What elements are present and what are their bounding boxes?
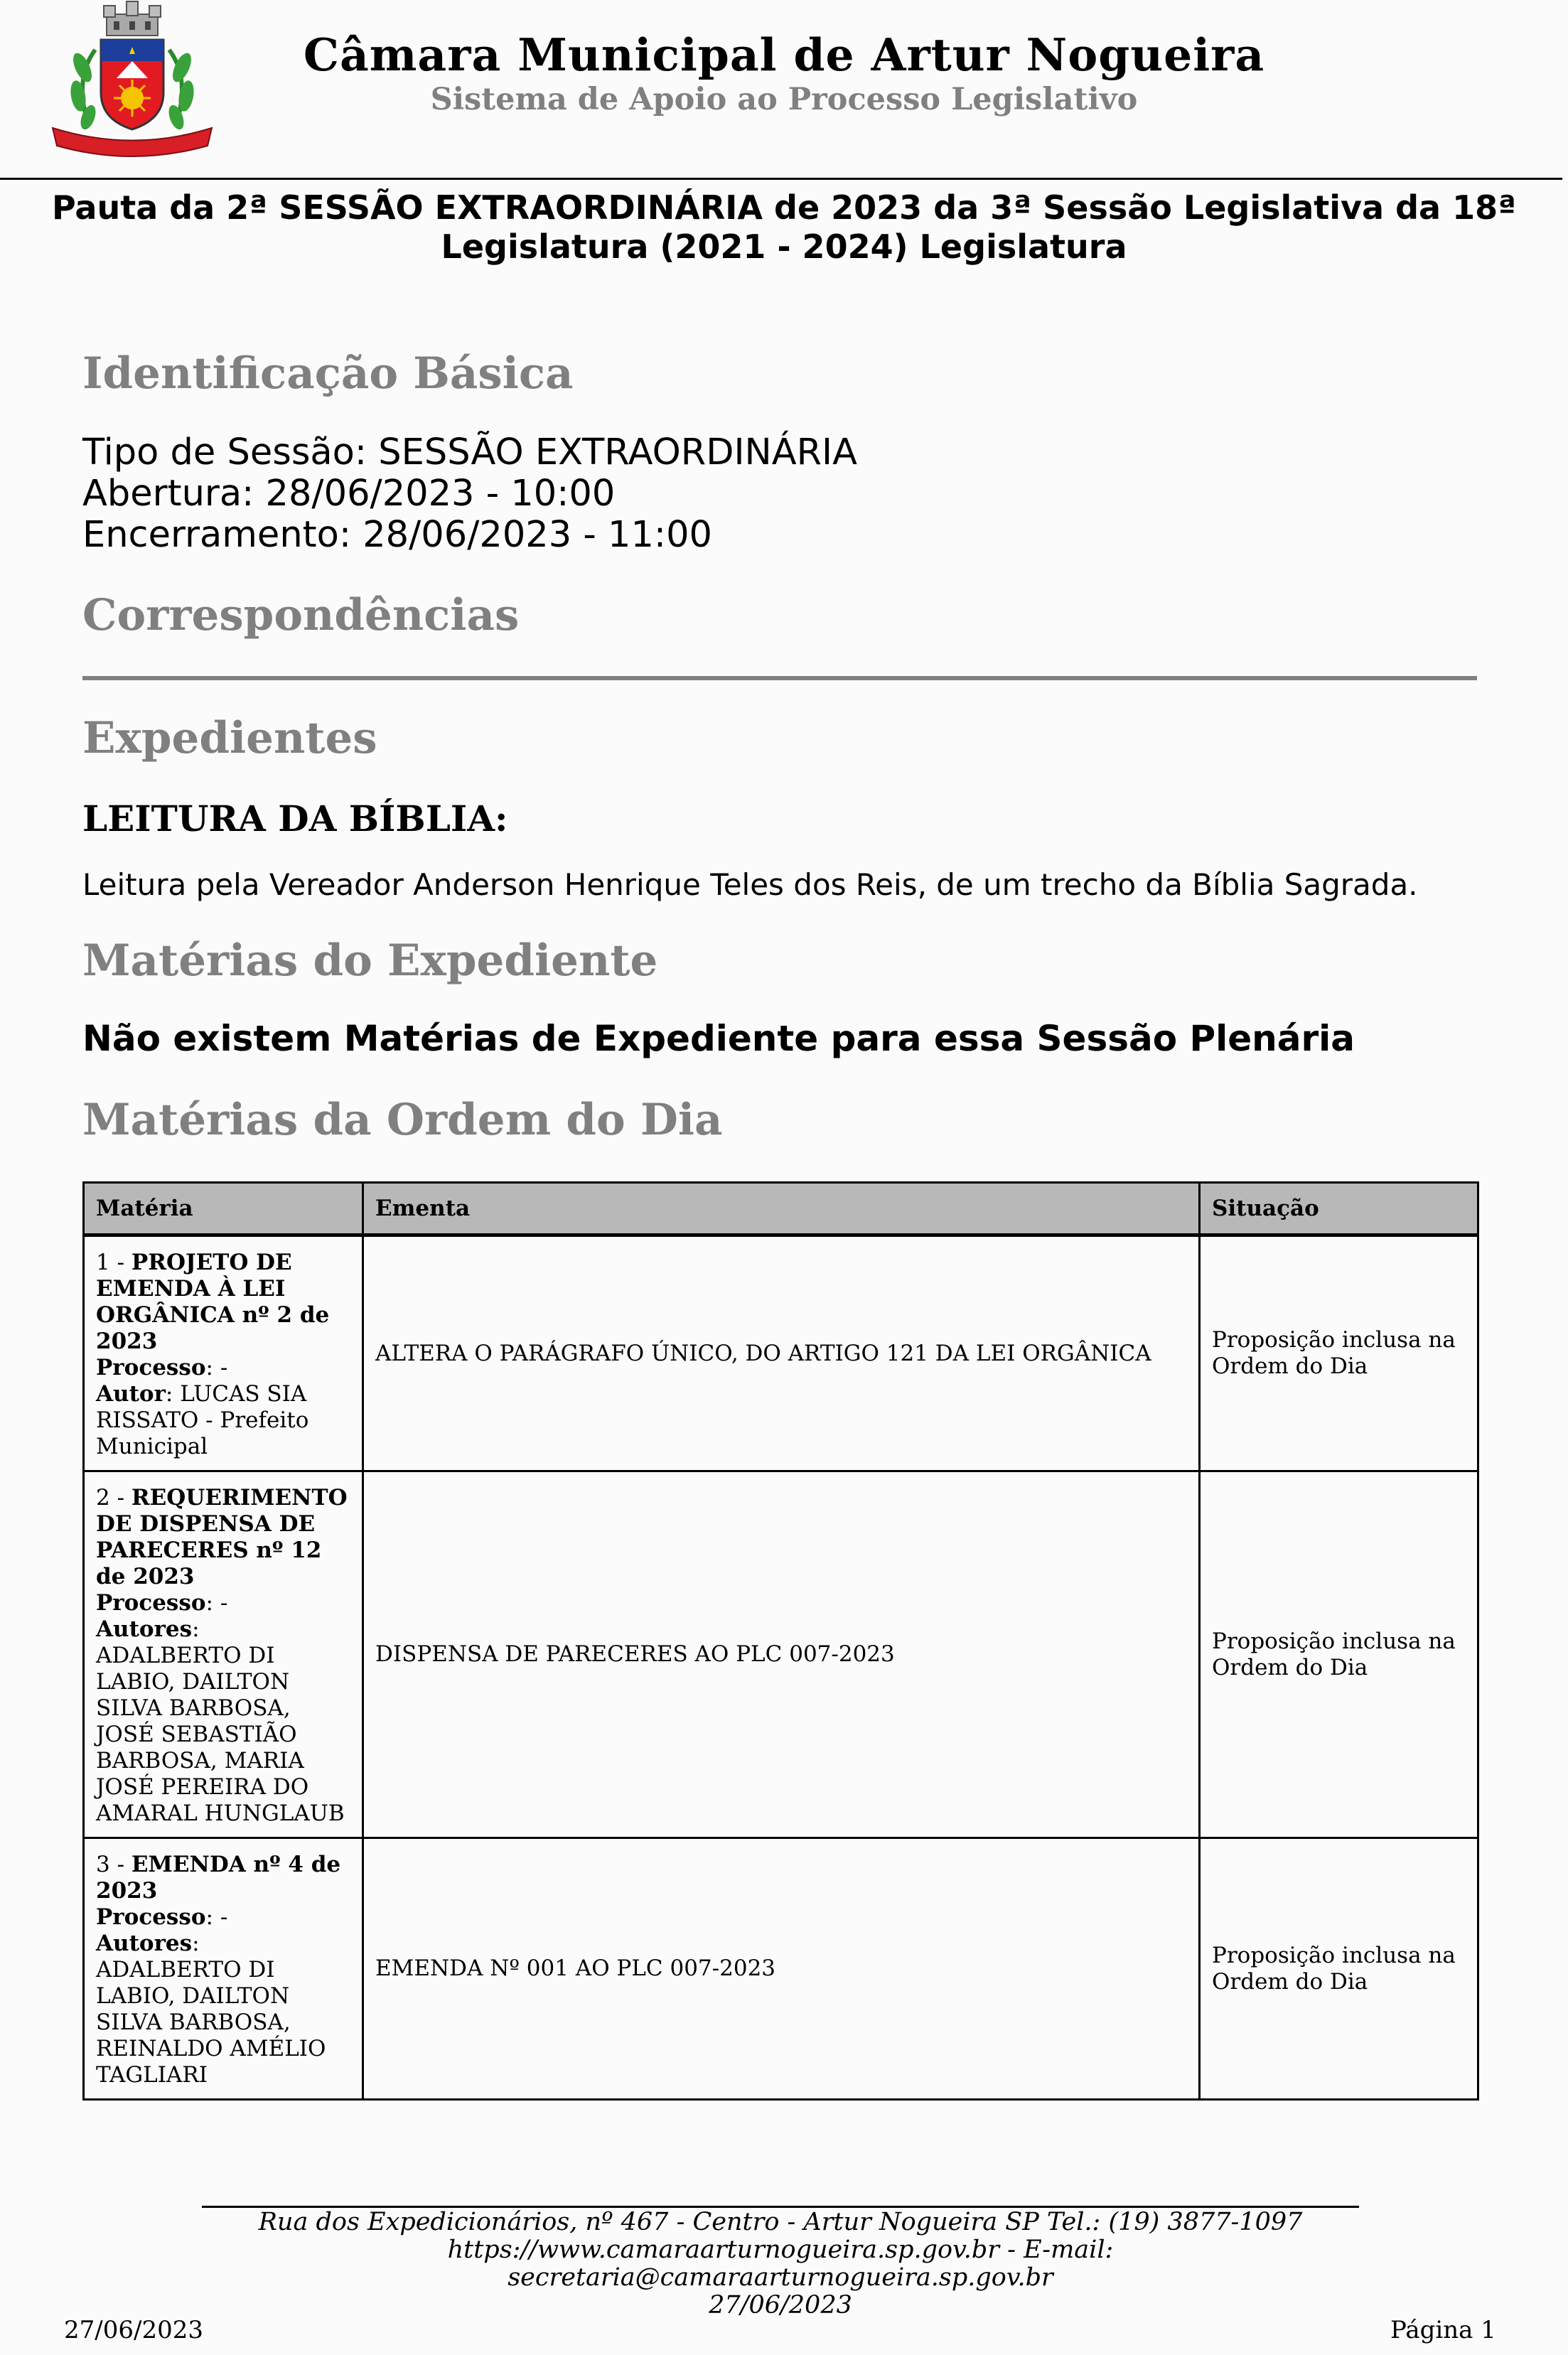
- situacao-cell: Proposição inclusa na Ordem do Dia: [1200, 1235, 1478, 1471]
- materia-authors: : ADALBERTO DI LABIO, DAILTON SILVA BARBOSA, JOSÉ SEBASTIÃO BARBOSA, MARIA JOSÉ PEREIRA DO AMARAL HUNGLAUB: [96, 1616, 345, 1826]
- materia-cell: 1 - PROJETO DE EMENDA À LEI ORGÂNICA nº 2 de 2023 Processo: - Autor: LUCAS SIA RISSATO - Prefeito Municipal: [84, 1235, 363, 1471]
- table-header-row: [84, 1183, 1478, 1235]
- tipo-sessao: Tipo de Sessão: SESSÃO EXTRAORDINÁRIA: [82, 431, 857, 473]
- table-row: [84, 1838, 1478, 2100]
- footer-address: [202, 2209, 1359, 2319]
- section-divider: [82, 676, 1477, 680]
- situacao-cell: Proposição inclusa na Ordem do Dia: [1200, 1838, 1478, 2100]
- page-title: Câmara Municipal de Artur Nogueira: [303, 28, 1265, 81]
- materia-title: REQUERIMENTO DE DISPENSA DE PARECERES nº 12 de 2023: [96, 1485, 348, 1589]
- materia-cell: 2 - REQUERIMENTO DE DISPENSA DE PARECERES nº 12 de 2023 Processo: - Autores: ADALBERTO DI LABIO, DAILTON SILVA BARBOSA, JOSÉ SEBASTIÃO BARBOSA, MARIA JOSÉ PEREIRA DO AMARAL HUNGLAUB: [84, 1471, 363, 1838]
- materia-authors: : ADALBERTO DI LABIO, DAILTON SILVA BARBOSA, REINALDO AMÉLIO TAGLIARI: [96, 1931, 326, 2088]
- materia-title: PROJETO DE EMENDA À LEI ORGÂNICA nº 2 de 2023: [96, 1250, 330, 1354]
- ordem-do-dia-table: [82, 1181, 1479, 2101]
- situacao-cell: Proposição inclusa na Ordem do Dia: [1200, 1471, 1478, 1838]
- section-materias-expediente-heading: Matérias do Expediente: [82, 935, 658, 986]
- materia-authors: : LUCAS SIA RISSATO - Prefeito Municipal: [96, 1381, 309, 1459]
- section-expedientes-heading: Expedientes: [82, 713, 377, 763]
- ementa-cell: ALTERA O PARÁGRAFO ÚNICO, DO ARTIGO 121 DA LEI ORGÂNICA: [363, 1235, 1200, 1471]
- footer-date: 27/06/2023: [64, 2316, 203, 2344]
- column-header-materia: Matéria: [84, 1183, 363, 1235]
- empty-materias-message: Não existem Matérias de Expediente para essa Sessão Plenária: [82, 1018, 1355, 1059]
- page-subtitle: Sistema de Apoio ao Processo Legislativo: [430, 82, 1138, 117]
- table-row: [84, 1471, 1478, 1838]
- column-header-ementa: Ementa: [363, 1183, 1200, 1235]
- page-header: [0, 0, 1568, 180]
- encerramento: Encerramento: 28/06/2023 - 11:00: [82, 514, 712, 556]
- leitura-biblia-text: Leitura pela Vereador Anderson Henrique Teles dos Reis, de um trecho da Bíblia Sagrada.: [82, 867, 1418, 902]
- leitura-biblia-heading: LEITURA DA BÍBLIA:: [82, 798, 508, 839]
- section-identificacao-heading: Identificação Básica: [82, 348, 574, 399]
- header-divider: [0, 178, 1562, 180]
- abertura: Abertura: 28/06/2023 - 10:00: [82, 473, 616, 515]
- ementa-cell: DISPENSA DE PARECERES AO PLC 007-2023: [363, 1471, 1200, 1838]
- page-number: Página 1: [1390, 2316, 1496, 2344]
- materia-title: EMENDA nº 4 de 2023: [96, 1852, 341, 1904]
- section-correspondencias-heading: Correspondências: [82, 590, 520, 640]
- table-row: [84, 1235, 1478, 1471]
- section-ordem-do-dia-heading: Matérias da Ordem do Dia: [82, 1095, 723, 1145]
- pauta-title: Pauta da 2ª SESSÃO EXTRAORDINÁRIA de 2023 da 3ª Sessão Legislativa da 18ª Legislatura (2021 - 2024) Legislatura: [51, 188, 1517, 266]
- footer-address-text: Rua dos Expedicionários, nº 467 - Centro - Artur Nogueira SP Tel.: (19) 3877-1097 https://www.camaraarturnogueira.sp.gov.br - E-mail: secretaria@camaraarturnogueira.sp.gov.br: [258, 2208, 1303, 2292]
- materia-cell: 3 - EMENDA nº 4 de 2023 Processo: - Autores: ADALBERTO DI LABIO, DAILTON SILVA BARBOSA, REINALDO AMÉLIO TAGLIARI: [84, 1838, 363, 2100]
- identificacao-details: [82, 432, 857, 556]
- ementa-cell: EMENDA Nº 001 AO PLC 007-2023: [363, 1838, 1200, 2100]
- column-header-situacao: Situação: [1200, 1183, 1478, 1235]
- footer-center-date: 27/06/2023: [709, 2291, 852, 2319]
